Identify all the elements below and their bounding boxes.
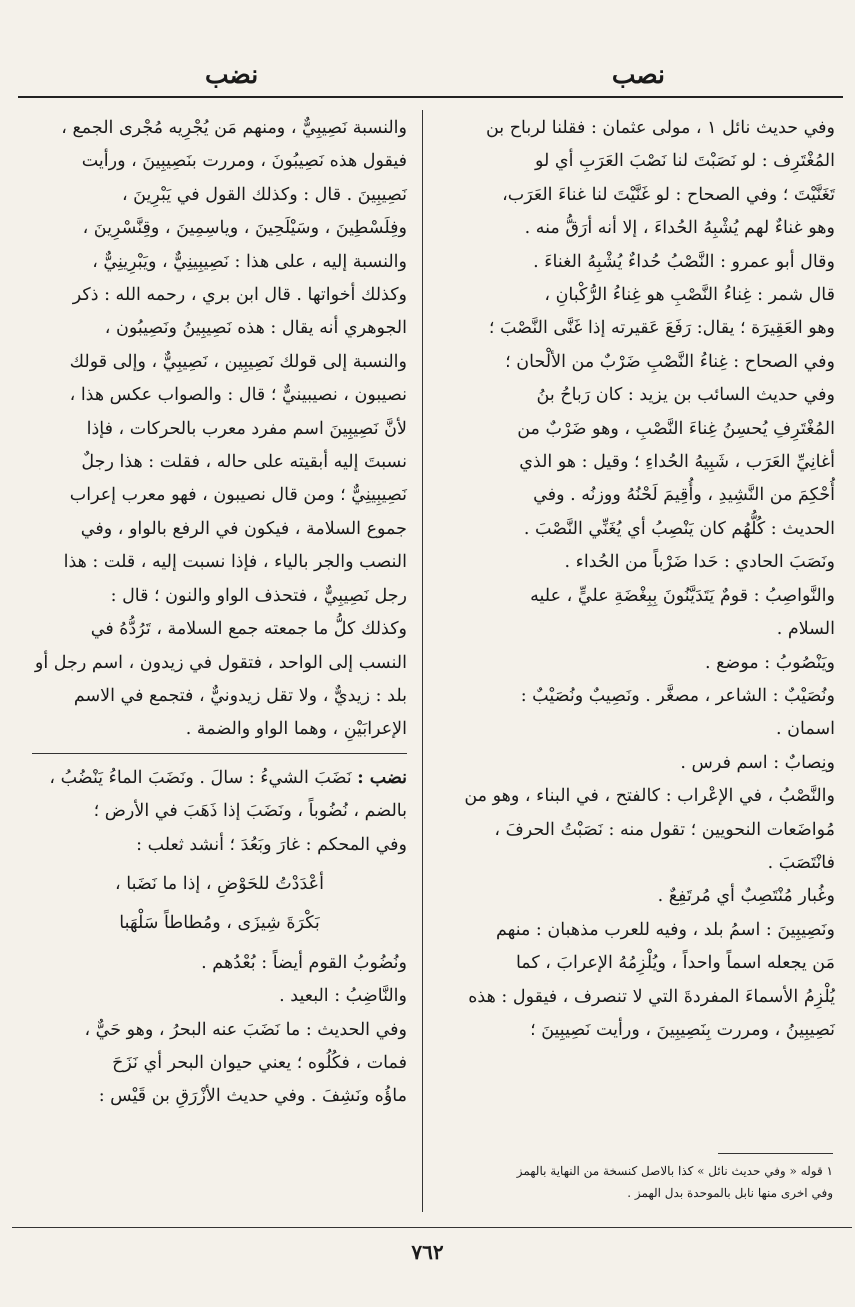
text-line: اسمان . xyxy=(776,719,835,740)
text-line: نصيبون ، نصيبينيٌّ ؛ قال : والصواب عكس هذا ، xyxy=(69,385,407,406)
text-line: ماؤُه ونَشِفَ . وفي حديث الأزْرَقِ بن قَيْس : xyxy=(98,1086,407,1107)
entry-first-line xyxy=(32,762,407,795)
header-word-right: نصب xyxy=(611,60,665,89)
text-line: وغُبار مُنْتَصِبٌ أي مُرتَفِعٌ . xyxy=(657,886,835,907)
text-line: بلد : زيديٌّ ، ولا تقل زيدونيٌّ ، فتجمع في الاسم xyxy=(73,685,407,706)
text-line: وهو العَقِيرَة ؛ يقال: رَفَعَ عَقيرته إذا غَنَّى النَّصْبَ ؛ xyxy=(488,318,835,339)
text-line: نَصِيبِينَ . قال : وكذلك القول في يَبْرِينَ ، xyxy=(121,184,407,205)
text-line: والنَّصْبُ ، في الإعْراب : كالفتح ، في البناء ، وهو من xyxy=(464,786,835,807)
text-line: ونَصِيبِينَ : اسمُ بلد ، وفيه للعرب مذهبان : منهم xyxy=(496,919,835,940)
text-line: وهو غناءٌ لهم يُشْبِهُ الحُداءَ ، إلا أنه أرَقُّ منه . xyxy=(524,218,835,239)
footnote-line: وفي اخرى منها نابل بالموحدة بدل الهمز . xyxy=(627,1186,833,1200)
right-column xyxy=(435,112,835,1047)
text-line: المُغْتَرِفِ يُحسِنُ غِناءَ النَّصْبِ ، وهو ضَرْبٌ من xyxy=(517,418,835,439)
text-line: الحديث : كُلُّهُم كان يَنْصِبُ أي يُغَنِّي النَّصْبَ . xyxy=(523,518,835,539)
header-word-left: نضب xyxy=(205,60,259,89)
text-line: تَغَنَّيْتَ ؛ وفي الصحاح : لو غَنَّيْتَ لنا غناءَ العَرَب، xyxy=(502,184,835,205)
text-line: ويَنْصُوبُ : موضع . xyxy=(704,652,835,673)
footnote-rule xyxy=(718,1153,833,1154)
text-line: المُغْتَرِف : لو نَصَبْتَ لنا نَصْبَ العَرَبِ أي لو xyxy=(535,151,835,172)
header-rule xyxy=(18,96,843,98)
text-line: والنسبة إلى قولك نَصِيبِين ، نَصِيبِيٌّ ، وإلى قولك xyxy=(69,351,407,372)
text-line: وفي الصحاح : غِناءُ النَّصْبِ ضَرْبٌ من الألْحان ؛ xyxy=(505,351,835,372)
text-line: والنسبة نَصِيبِيٌّ ، ومنهم مَن يُجْرِيه مُجْرى الجمع ، xyxy=(61,118,407,138)
text-line: فانْتَصَبَ . xyxy=(767,852,835,873)
text-line: وقال أبو عمرو : النَّصْبُ حُداءٌ يُشْبِهُ الغناءَ . xyxy=(533,251,835,272)
text-line: وفي الحديث : ما نَضَبَ عنه البحرُ ، وهو حَيٌّ ، xyxy=(84,1019,407,1040)
footer-rule xyxy=(12,1227,852,1228)
text-line: نسبتَ إليه أبقيته على حاله ، فقلت : هذا رجلٌ xyxy=(81,452,407,473)
text-line: الجوهري أنه يقال : هذه نَصِيبِينُ ونَصِيبُون ، xyxy=(104,318,407,339)
text-line: وفِلَسْطِينَ ، وسَيْلَحِينَ ، وياسِمِينَ ، وقِنَّسْرِينَ ، xyxy=(82,218,407,239)
text-line: ونُضُوبُ القوم أيضاً : بُعْدُهم . xyxy=(201,952,407,973)
page-number: ٧٦٢ xyxy=(411,1240,444,1264)
text-line: ونَصَبَ الحادي : حَدا ضَرْباً من الحُداء . xyxy=(564,552,835,573)
text-line: والنَّاضِبُ : البعيد . xyxy=(279,986,407,1007)
text-line: والنسبة إليه ، على هذا : نَصِيبِينِيٌّ ، ويَبْرِينِيٌّ ، xyxy=(92,251,407,272)
text-line: أُحْكِمَ من النَّشِيدِ ، وأُقِيمَ لَحْنُهُ ووزنُه . وفي xyxy=(533,485,835,506)
text-line: لأنَّ نَصِيبِينَ اسم مفرد معرب بالحركات ، فإذا xyxy=(86,418,407,439)
text-line: وكذلك كلُّ ما جمعته جمع السلامة ، تَرُدُّهُ في xyxy=(90,619,407,640)
verse-line: بَكْرَةَ شِيزَى ، ومُطاطاً سَلْهَبا xyxy=(119,913,320,934)
entry-divider xyxy=(32,753,407,754)
footnote xyxy=(433,1160,833,1204)
text-line: مَن يجعله اسماً واحداً ، ويُلْزِمُهُ الإعرابَ ، كما xyxy=(515,953,835,974)
text-line: نَصِيبِينِيٌّ ؛ ومن قال نصيبون ، فهو معرب إعراب xyxy=(69,485,407,506)
text-line: السلام . xyxy=(776,619,835,640)
text-line: جموع السلامة ، فيكون في الرفع بالواو ، وفي xyxy=(80,518,407,539)
text-line: يُلْزِمُ الأسماءَ المفردةَ التي لا تنصرف ، فيقول : هذه xyxy=(468,986,835,1007)
text-line: النسب إلى الواحد ، فتقول في زيدون ، اسم رجل أو xyxy=(34,652,407,673)
text-line: الإعرابَيْنِ ، وهما الواو والضمة . xyxy=(185,719,407,740)
verse-line: أعْدَدْتُ للحَوْضِ ، إذا ما نَضَبا ، xyxy=(115,873,324,894)
text-line: وكذلك أخواتها . قال ابن بري ، رحمه الله : ذكر xyxy=(72,285,407,306)
text-span: نَضَبَ الشيءُ : سالَ . ونَضَبَ الماءُ يَنْضُبُ ، xyxy=(49,767,352,788)
text-line: النصب والجر بالياء ، فإذا نسبت إليه ، قلت : هذا xyxy=(63,552,407,573)
text-line: نَصِيبِينُ ، ومررت بِنَصِيبِينَ ، ورأيت نَصِيبِينَ ؛ xyxy=(530,1019,835,1040)
entry-headword: نضب : xyxy=(357,767,407,788)
text-line: أغانِيِّ العَرَب ، شَبِيهُ الحُداءِ ؛ وقيل : هو الذي xyxy=(519,452,835,473)
text-line: قال شمر : غِناءُ النَّصْبِ هو غِناءُ الرُّكْبانِ ، xyxy=(544,285,835,306)
text-line: مُواضَعات النحويين ؛ تقول منه : نَصَبْتُ الحرفَ ، xyxy=(494,819,835,840)
text-line: رجل نَصِيبِيٌّ ، فتحذف الواو والنون ؛ قال : xyxy=(110,585,407,606)
footnote-line: ١ قوله « وفي حديث نائل » كذا بالاصل كنسخة من النهاية بالهمز xyxy=(516,1164,833,1178)
text-line: ونِصابٌ : اسم فرس . xyxy=(680,752,835,773)
text-line: ونُصَيْبٌ : الشاعر ، مصغَّر . ونَصِيبٌ ونُصَيْبٌ : xyxy=(520,685,835,706)
text-line: فمات ، فكُلُوه ؛ يعني حيوان البحر أي نَزَحَ xyxy=(112,1052,407,1073)
text-line: وفي حديث السائب بن يزيد : كان رَباحُ بنُ xyxy=(536,385,835,406)
text-line: فيقول هذه نَصِيبُونَ ، ومررت بنَصِيبِينَ ، ورأيت xyxy=(81,151,407,172)
left-column xyxy=(32,112,407,1114)
column-divider xyxy=(422,110,423,1212)
text-line: بالضم ، نُضُوباً ، ونَضَبَ إذا ذَهَبَ في الأرض ؛ xyxy=(93,801,407,822)
text-line: وفي المحكم : غارَ وبَعُدَ ؛ أنشد ثعلب : xyxy=(136,834,407,855)
text-line: والنَّواصِبُ : قومٌ يَتَدَيَّنُونَ بِبِغْضَةِ عليٍّ ، عليه xyxy=(530,585,835,606)
text-line: وفي حديث نائل ١ ، مولى عثمان : فقلنا لرباح بن xyxy=(485,118,835,138)
